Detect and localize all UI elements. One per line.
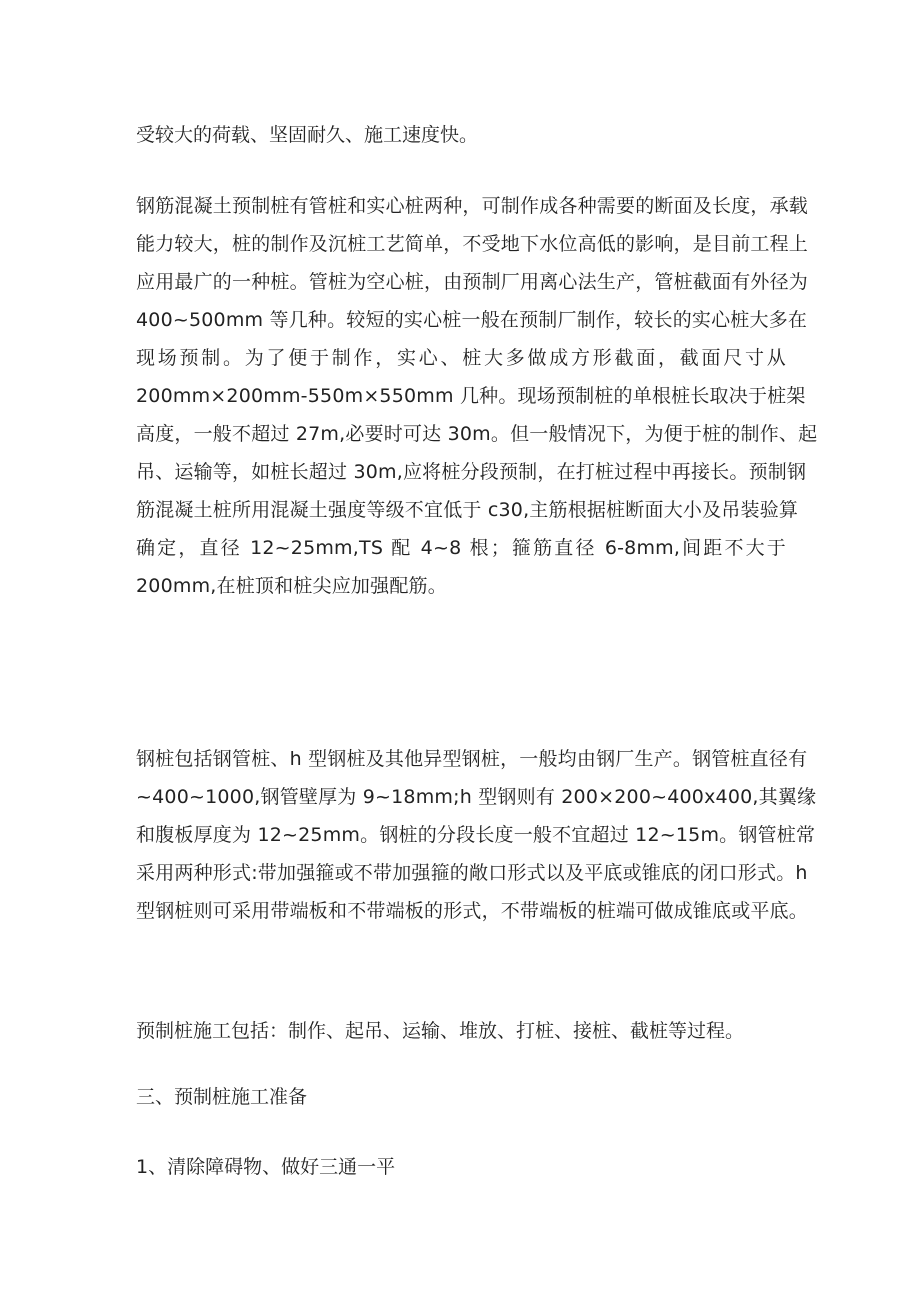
text-line: 200mm×200mm-550m×550mm 几种。现场预制桩的单根桩长取决于桩架 xyxy=(136,385,806,407)
text-line: 确定，直径 12~25mm,TS 配 4~8 根；箍筋直径 6-8mm,间距不大于 xyxy=(136,537,786,559)
paragraph-construction-process: 预制桩施工包括：制作、起吊、运输、堆放、打桩、接桩、截桩等过程。 xyxy=(136,1020,745,1042)
text-line: 应用最广的一种桩。管桩为空心桩，由预制厂用离心法生产，管桩截面有外径为 xyxy=(136,271,809,293)
text-line: 吊、运输等，如桩长超过 30m,应将桩分段预制，在打桩过程中再接长。预制钢 xyxy=(136,461,807,483)
text-line: 400~500mm 等几种。较短的实心桩一般在预制厂制作，较长的实心桩大多在 xyxy=(136,309,808,331)
text-line: 筋混凝土桩所用混凝土强度等级不宜低于 c30,主筋根据桩断面大小及吊装验算 xyxy=(136,499,799,521)
text-line: 采用两种形式:带加强箍或不带加强箍的敞口形式以及平底或锥底的闭口形式。h xyxy=(136,862,808,884)
text-line: 钢桩包括钢管桩、h 型钢桩及其他异型钢桩，一般均由钢厂生产。钢管桩直径有 xyxy=(136,748,808,770)
text-line: 200mm,在桩顶和桩尖应加强配筋。 xyxy=(136,575,447,597)
text-line: 型钢桩则可采用带端板和不带端板的形式，不带端板的桩端可做成锥底或平底。 xyxy=(136,900,809,922)
subsection-heading: 1、清除障碍物、做好三通一平 xyxy=(136,1156,396,1178)
text-line: 钢筋混凝土预制桩有管桩和实心桩两种，可制作成各种需要的断面及长度，承载 xyxy=(136,195,809,217)
text-line: 现场预制。为了便于制作，实心、桩大多做成方形截面，截面尺寸从 xyxy=(136,347,786,369)
paragraph-precast-concrete-piles xyxy=(136,187,818,605)
paragraph-steel-piles xyxy=(136,740,817,930)
paragraph-continuation: 受较大的荷载、坚固耐久、施工速度快。 xyxy=(136,124,479,146)
text-line: 和腹板厚度为 12~25mm。钢桩的分段长度一般不宜超过 12~15m。钢管桩常 xyxy=(136,824,816,846)
text-line: ~400~1000,钢管壁厚为 9~18mm;h 型钢则有 200×200~400x400,其翼缘 xyxy=(136,786,817,808)
section-heading: 三、预制桩施工准备 xyxy=(136,1086,308,1108)
text-line: 高度，一般不超过 27m,必要时可达 30m。但一般情况下，为便于桩的制作、起 xyxy=(136,423,818,445)
text-line: 能力较大，桩的制作及沉桩工艺简单，不受地下水位高低的影响，是目前工程上 xyxy=(136,233,809,255)
